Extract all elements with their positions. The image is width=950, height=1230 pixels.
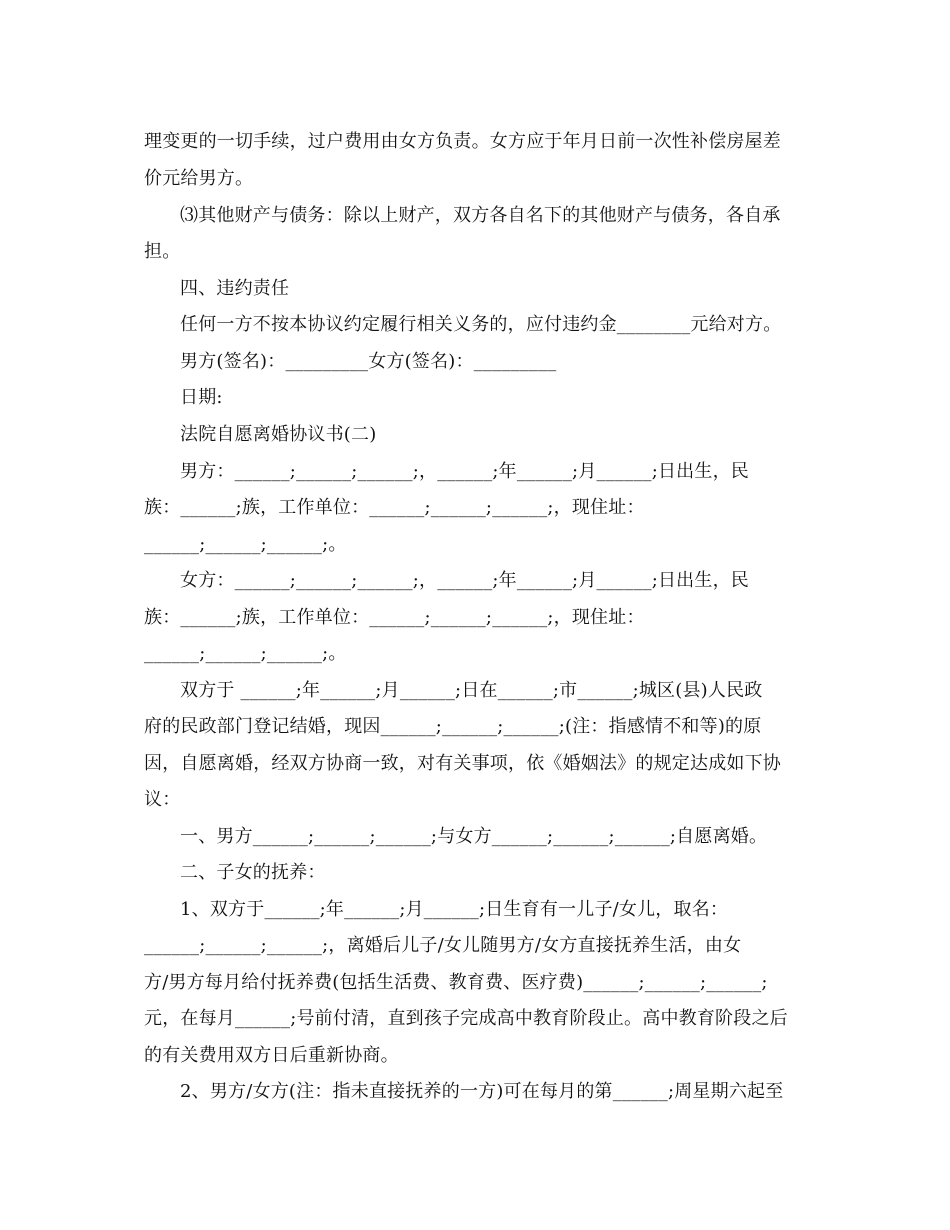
text-line: 府的民政部门登记结婚，现因______;______;______;(注：指感情不和等)的原 (144, 716, 762, 737)
text-line: 1、双方于______;年______;月______;日生育有一儿子/女儿，取名： (180, 899, 729, 920)
text-line: 价元给男方。 (144, 168, 254, 189)
text-line: 因，自愿离婚，经双方协商一致，对有关事项，依《婚姻法》的规定达成如下协 (144, 753, 781, 774)
text-line: 担。 (144, 241, 181, 262)
signature-line: 男方(签名)：_________女方(签名)：_________ (180, 351, 557, 372)
text-line: 议： (144, 789, 181, 810)
date-line: 日期: (180, 387, 223, 408)
text-line: 双方于 ______;年______;月______;日在______;市______;城区(县)人民政 (180, 680, 763, 701)
text-line: 理变更的一切手续，过户费用由女方负责。女方应于年月日前一次性补偿房屋差 (144, 131, 781, 152)
text-line: 女方：______;______;______;，______;年______;月______;日出生，民 (180, 570, 749, 591)
text-line: ______;______;______;。 (144, 643, 347, 664)
text-line: 一、男方______;______;______;与女方______;______;______;自愿离婚。 (180, 826, 768, 847)
text-line: 任何一方不按本协议约定履行相关义务的，应付违约金________元给对方。 (180, 314, 782, 335)
text-line: 的有关费用双方日后重新协商。 (144, 1045, 399, 1066)
text-line: 族：______;族，工作单位：______;______;______;，现住址： (144, 607, 645, 628)
text-line: ______;______;______;，离婚后儿子/女儿随男方/女方直接抚养生活，由女 (144, 935, 742, 956)
text-line: 2、男方/女方(注：指未直接抚养的一方)可在每月的第______;周星期六起至 (180, 1081, 784, 1102)
text-line: ⑶其他财产与债务：除以上财产，双方各自名下的其他财产与债务，各自承 (180, 205, 781, 226)
text-line: 元，在每月______;号前付清，直到孩子完成高中教育阶段止。高中教育阶段之后 (144, 1008, 788, 1029)
text-line: 男方：______;______;______;，______;年______;月______;日出生，民 (180, 461, 749, 482)
section-heading: 二、子女的抚养： (180, 862, 326, 883)
text-line: 族：______;族，工作单位：______;______;______;，现住址： (144, 497, 645, 518)
text-line: ______;______;______;。 (144, 534, 347, 555)
section-heading: 四、违约责任 (180, 278, 290, 299)
document-title: 法院自愿离婚协议书(二) (180, 424, 377, 445)
text-line: 方/男方每月给付抚养费(包括生活费、教育费、医疗费)______;______;______; (144, 972, 768, 993)
